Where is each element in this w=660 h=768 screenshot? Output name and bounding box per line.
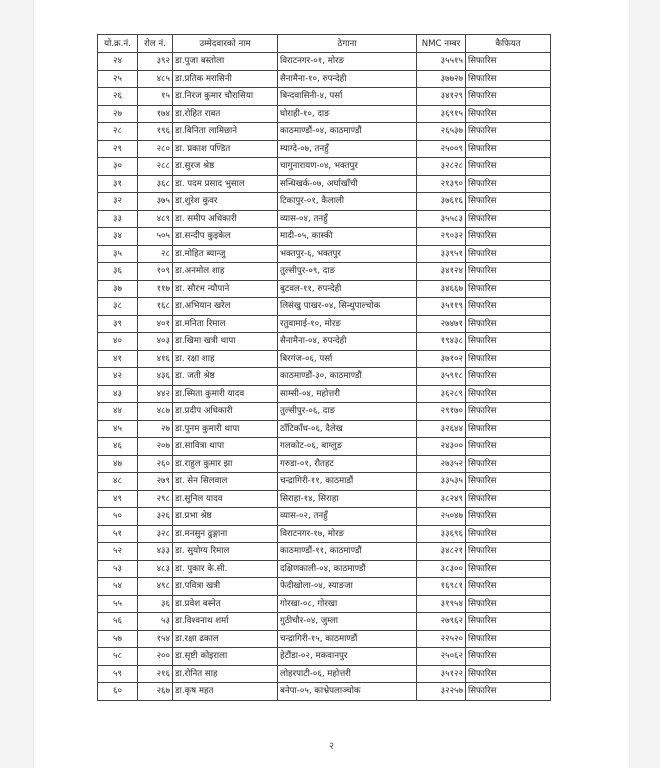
address-cell: काठमाण्डौं-११, काठमाण्डौं [278, 543, 417, 561]
remarks-cell: सिफारिस [466, 158, 551, 176]
address-cell: ठाँटिकाँध-०६, दैलेख [278, 420, 417, 438]
roll-number-cell: ३७५ [138, 193, 173, 211]
table-row [98, 683, 551, 701]
serial-number-cell: ४६ [98, 438, 138, 456]
remarks-cell: सिफारिस [466, 560, 551, 578]
address-cell: विराटनगर-०१, मोरङ [278, 53, 417, 71]
candidate-name-cell: डा. रक्षा शाह [173, 350, 278, 368]
remarks-cell: सिफारिस [466, 403, 551, 421]
remarks-cell: सिफारिस [466, 490, 551, 508]
address-cell: भक्तपुर-६, भक्तपुर [278, 245, 417, 263]
address-cell: सैनामैना-१०, रुपन्देही [278, 70, 417, 88]
roll-number-cell: २९८ [138, 490, 173, 508]
table-row [98, 123, 551, 141]
serial-number-cell: ३९ [98, 315, 138, 333]
candidate-name-cell: डा.रोनित साह [173, 665, 278, 683]
remarks-cell: सिफारिस [466, 53, 551, 71]
table-row [98, 70, 551, 88]
address-cell: काठमाण्डौं-०४, काठमाण्डौं [278, 123, 417, 141]
address-cell: विराटनगर-१७, मोरङ [278, 525, 417, 543]
header-remarks: कैफियत [466, 35, 551, 53]
address-cell: मादी-०५, कास्की [278, 228, 417, 246]
remarks-cell: सिफारिस [466, 175, 551, 193]
address-cell: व्यास-०४, तनहुँ [278, 210, 417, 228]
table-row [98, 490, 551, 508]
remarks-cell: सिफारिस [466, 543, 551, 561]
candidate-name-cell: डा. सुयोग्य रिमाल [173, 543, 278, 561]
remarks-cell: सिफारिस [466, 683, 551, 701]
remarks-cell: सिफारिस [466, 263, 551, 281]
header-address: ठेगाना [278, 35, 417, 53]
nmc-number-cell: ३८२४९ [417, 490, 466, 508]
serial-number-cell: ६० [98, 683, 138, 701]
roll-number-cell: ११७ [138, 280, 173, 298]
remarks-cell: सिफारिस [466, 193, 551, 211]
roll-number-cell: ४०१ [138, 315, 173, 333]
remarks-cell: सिफारिस [466, 525, 551, 543]
serial-number-cell: ५७ [98, 630, 138, 648]
remarks-cell: सिफारिस [466, 315, 551, 333]
roll-number-cell: २१६ [138, 665, 173, 683]
remarks-cell: सिफारिस [466, 508, 551, 526]
document-page [33, 0, 630, 768]
nmc-number-cell: ३४८२१ [417, 543, 466, 561]
roll-number-cell: १०९ [138, 263, 173, 281]
roll-number-cell: २८ [138, 245, 173, 263]
remarks-cell: सिफारिस [466, 368, 551, 386]
nmc-number-cell: ३२८२८ [417, 158, 466, 176]
table-row [98, 578, 551, 596]
table-row [98, 298, 551, 316]
nmc-number-cell: २१३९० [417, 175, 466, 193]
address-cell: बिन्दवासिनी-४, पर्सा [278, 88, 417, 106]
candidate-name-cell: डा.मनिता रिमाल [173, 315, 278, 333]
remarks-cell: सिफारिस [466, 88, 551, 106]
page-number: २ [328, 741, 335, 752]
roll-number-cell: २६० [138, 455, 173, 473]
roll-number-cell: ५३ [138, 613, 173, 631]
roll-number-cell: १६८ [138, 298, 173, 316]
address-cell: गुठीचौर-०४, जुम्ला [278, 613, 417, 631]
remarks-cell: सिफारिस [466, 140, 551, 158]
nmc-number-cell: ३१९५४ [417, 595, 466, 613]
serial-number-cell: ४५ [98, 420, 138, 438]
roll-number-cell: ४८५ [138, 70, 173, 88]
serial-number-cell: ५५ [98, 595, 138, 613]
nmc-number-cell: २९०३२ [417, 228, 466, 246]
serial-number-cell: ५६ [98, 613, 138, 631]
address-cell: घोराही-१०, दाङ [278, 105, 417, 123]
serial-number-cell: ४३ [98, 385, 138, 403]
address-cell: चन्द्रागिरी-११, काठमाडौं [278, 473, 417, 491]
roll-number-cell: ४८७ [138, 403, 173, 421]
roll-number-cell: ३६८ [138, 175, 173, 193]
candidate-name-cell: डा.विश्वनाथ शर्मा [173, 613, 278, 631]
roll-number-cell: ४३३ [138, 543, 173, 561]
remarks-cell: सिफारिस [466, 105, 551, 123]
remarks-cell: सिफारिस [466, 123, 551, 141]
roll-number-cell: ४१६ [138, 350, 173, 368]
address-cell: बनेपा-०५, काभ्रेपलाञ्चोक [278, 683, 417, 701]
candidate-name-cell: डा.रक्षा ढकाल [173, 630, 278, 648]
roll-number-cell: ३२८ [138, 525, 173, 543]
serial-number-cell: ५८ [98, 648, 138, 666]
candidate-name-cell: डा. सौरभ न्यौपाने [173, 280, 278, 298]
table-row [98, 53, 551, 71]
roll-number-cell: ५०५ [138, 228, 173, 246]
roll-number-cell: ३२६ [138, 508, 173, 526]
address-cell: सन्धिखर्क-०७, अर्घाखाँची [278, 175, 417, 193]
nmc-number-cell: ३८३०० [417, 560, 466, 578]
serial-number-cell: २७ [98, 105, 138, 123]
serial-number-cell: ४४ [98, 403, 138, 421]
table-row [98, 648, 551, 666]
serial-number-cell: ५४ [98, 578, 138, 596]
table-row [98, 333, 551, 351]
remarks-cell: सिफारिस [466, 210, 551, 228]
roll-number-cell: १५४ [138, 630, 173, 648]
nmc-number-cell: २५००९ [417, 140, 466, 158]
address-cell: गरुडा-०१, रौतहट [278, 455, 417, 473]
table-body [98, 53, 551, 701]
serial-number-cell: ४८ [98, 473, 138, 491]
table-row [98, 525, 551, 543]
address-cell: तुल्सीपुर-०६, दाङ [278, 403, 417, 421]
roll-number-cell: २६७ [138, 683, 173, 701]
remarks-cell: सिफारिस [466, 245, 551, 263]
nmc-number-cell: २४३०० [417, 438, 466, 456]
nmc-number-cell: १९४३८ [417, 333, 466, 351]
nmc-number-cell: ३७१०२ [417, 350, 466, 368]
address-cell: व्यास-०२, तनहुँ [278, 508, 417, 526]
serial-number-cell: २५ [98, 70, 138, 88]
address-cell: साम्सी-०४, महोत्तरी [278, 385, 417, 403]
candidate-name-cell: डा. पदम प्रसाद भुसाल [173, 175, 278, 193]
address-cell: चागुनारायण-०४, भक्तपुर [278, 158, 417, 176]
address-cell: रतुवामाई-१०, मोरङ [278, 315, 417, 333]
nmc-number-cell: २७३५२ [417, 455, 466, 473]
candidate-name-cell: डा.सृष्टी कोइराला [173, 648, 278, 666]
nmc-number-cell: २९१७० [417, 403, 466, 421]
remarks-cell: सिफारिस [466, 578, 551, 596]
nmc-number-cell: ३४६६७ [417, 280, 466, 298]
remarks-cell: सिफारिस [466, 473, 551, 491]
roll-number-cell: ४८३ [138, 560, 173, 578]
remarks-cell: सिफारिस [466, 665, 551, 683]
serial-number-cell: ४१ [98, 350, 138, 368]
nmc-number-cell: २७९६२ [417, 613, 466, 631]
table-row [98, 105, 551, 123]
roll-number-cell: ४०३ [138, 333, 173, 351]
serial-number-cell: ५२ [98, 543, 138, 561]
nmc-number-cell: ३४१२९ [417, 88, 466, 106]
table-row [98, 420, 551, 438]
remarks-cell: सिफारिस [466, 613, 551, 631]
nmc-number-cell: ३५१२२ [417, 665, 466, 683]
candidate-name-cell: डा.प्रदीप अधिकारी [173, 403, 278, 421]
address-cell: फेदीखोला-०४, स्याङजा [278, 578, 417, 596]
nmc-number-cell: ३२६४४ [417, 420, 466, 438]
serial-number-cell: ४७ [98, 455, 138, 473]
serial-number-cell: २८ [98, 123, 138, 141]
roll-number-cell: २०७ [138, 438, 173, 456]
candidate-name-cell: डा.सावित्रा थापा [173, 438, 278, 456]
roll-number-cell: ४८९ [138, 210, 173, 228]
nmc-number-cell: ३५५८३ [417, 210, 466, 228]
table-row [98, 438, 551, 456]
nmc-number-cell: ३४१२४ [417, 263, 466, 281]
candidate-name-cell: डा.मोहित ब्यान्जु [173, 245, 278, 263]
serial-number-cell: ५९ [98, 665, 138, 683]
nmc-number-cell: ३७७२७ [417, 70, 466, 88]
nmc-number-cell: ३३५३५ [417, 473, 466, 491]
address-cell: लोहरपाटी-०६, महोत्तरी [278, 665, 417, 683]
table-row [98, 508, 551, 526]
nmc-number-cell: २२५२० [417, 630, 466, 648]
roll-number-cell: १७४ [138, 105, 173, 123]
candidate-name-cell: डा.पुजा बस्तोला [173, 53, 278, 71]
table-row [98, 280, 551, 298]
candidate-name-cell: डा.रोहित राबत [173, 105, 278, 123]
remarks-cell: सिफारिस [466, 280, 551, 298]
address-cell: म्याग्दे-०७, तनहुँ [278, 140, 417, 158]
candidate-name-cell: डा.बिनिता लामिछाने [173, 123, 278, 141]
serial-number-cell: ३७ [98, 280, 138, 298]
candidate-name-cell: डा.प्रतिक मरासिनी [173, 70, 278, 88]
serial-number-cell: ३० [98, 158, 138, 176]
candidate-name-cell: डा.प्रवेश बस्नेत [173, 595, 278, 613]
roll-number-cell: २८८ [138, 158, 173, 176]
candidate-name-cell: डा.प्रभा श्रेष्ठ [173, 508, 278, 526]
candidate-name-cell: डा.अनमोल शाह [173, 263, 278, 281]
table-row [98, 613, 551, 631]
roll-number-cell: १५ [138, 88, 173, 106]
address-cell: गलकोट-०६, बाग्लुङ [278, 438, 417, 456]
table-row [98, 403, 551, 421]
candidate-name-cell: डा.खिमा खत्री थापा [173, 333, 278, 351]
candidate-name-cell: डा.पुनम कुमारी थापा [173, 420, 278, 438]
serial-number-cell: २६ [98, 88, 138, 106]
nmc-number-cell: ३७६१६ [417, 193, 466, 211]
candidate-name-cell: डा.मनसुन ढुङ्गाना [173, 525, 278, 543]
roll-number-cell: २०० [138, 648, 173, 666]
candidate-name-cell: डा.सुनिल यादव [173, 490, 278, 508]
serial-number-cell: ३६ [98, 263, 138, 281]
candidate-name-cell: डा.पवित्रा खत्री [173, 578, 278, 596]
serial-number-cell: ३५ [98, 245, 138, 263]
table-row [98, 245, 551, 263]
remarks-cell: सिफारिस [466, 630, 551, 648]
address-cell: काठमाण्डौं-३०, काठमाण्डौं [278, 368, 417, 386]
table-row [98, 350, 551, 368]
table-row [98, 210, 551, 228]
nmc-number-cell: ३६२८९ [417, 385, 466, 403]
address-cell: गोरखा-०८, गोरखा [278, 595, 417, 613]
candidate-name-cell: डा. प्रकाश पण्डित [173, 140, 278, 158]
remarks-cell: सिफारिस [466, 455, 551, 473]
serial-number-cell: ५३ [98, 560, 138, 578]
remarks-cell: सिफारिस [466, 298, 551, 316]
address-cell: टिकापुर-०१, कैलाली [278, 193, 417, 211]
remarks-cell: सिफारिस [466, 228, 551, 246]
remarks-cell: सिफारिस [466, 648, 551, 666]
nmc-number-cell: ३५११९ [417, 298, 466, 316]
table-row [98, 665, 551, 683]
table-row [98, 158, 551, 176]
nmc-number-cell: ३२२५७ [417, 683, 466, 701]
table-row [98, 368, 551, 386]
table-row [98, 315, 551, 333]
header-nmc-number: NMC नम्बर [417, 35, 466, 53]
remarks-cell: सिफारिस [466, 385, 551, 403]
serial-number-cell: २९ [98, 140, 138, 158]
address-cell: सिराहा-१४, सिराहा [278, 490, 417, 508]
table-row [98, 140, 551, 158]
nmc-number-cell: ३३९५१ [417, 245, 466, 263]
table-row [98, 228, 551, 246]
candidate-name-cell: डा.शुरेश कुवर [173, 193, 278, 211]
candidate-recommendation-table [97, 34, 551, 701]
table-row [98, 473, 551, 491]
table-row [98, 630, 551, 648]
serial-number-cell: ५१ [98, 525, 138, 543]
table-row [98, 175, 551, 193]
table-row [98, 455, 551, 473]
serial-number-cell: ४९ [98, 490, 138, 508]
candidate-name-cell: डा. समीप अधिकारी [173, 210, 278, 228]
roll-number-cell: २८० [138, 140, 173, 158]
address-cell: दक्षिणकाली-०४, काठमाण्डौं [278, 560, 417, 578]
serial-number-cell: ४० [98, 333, 138, 351]
nmc-number-cell: २५०६२ [417, 648, 466, 666]
candidate-name-cell: डा.निरज कुमार चौरासिया [173, 88, 278, 106]
address-cell: बिरगंज-०६, पर्सा [278, 350, 417, 368]
header-serial-number: यो.क्र.नं. [98, 35, 138, 53]
roll-number-cell: ३९२ [138, 53, 173, 71]
nmc-number-cell: ३५५१५ [417, 53, 466, 71]
serial-number-cell: ४२ [98, 368, 138, 386]
address-cell: बुटवल-११, रुपन्देही [278, 280, 417, 298]
serial-number-cell: ५० [98, 508, 138, 526]
roll-number-cell: ४३६ [138, 368, 173, 386]
nmc-number-cell: १६९८१ [417, 578, 466, 596]
table-header-row [98, 35, 551, 53]
nmc-number-cell: २५०४७ [417, 508, 466, 526]
address-cell: हेटौंडा-०२, मकवानपुर [278, 648, 417, 666]
nmc-number-cell: २६५३७ [417, 123, 466, 141]
serial-number-cell: ३३ [98, 210, 138, 228]
table-row [98, 263, 551, 281]
roll-number-cell: २७९ [138, 473, 173, 491]
roll-number-cell: २७ [138, 420, 173, 438]
roll-number-cell: ३६ [138, 595, 173, 613]
serial-number-cell: ३४ [98, 228, 138, 246]
candidate-name-cell: डा. पुकार के.सी. [173, 560, 278, 578]
remarks-cell: सिफारिस [466, 438, 551, 456]
nmc-number-cell: ३३६९६ [417, 525, 466, 543]
serial-number-cell: ३२ [98, 193, 138, 211]
candidate-name-cell: डा.सुरज श्रेष्ठ [173, 158, 278, 176]
candidate-name-cell: डा.अभियान खरेल [173, 298, 278, 316]
nmc-number-cell: ३६९१५ [417, 105, 466, 123]
address-cell: सैनामैना-०४, रुपन्देही [278, 333, 417, 351]
address-cell: तुल्सीपुर-०९, दाङ [278, 263, 417, 281]
candidate-name-cell: डा.स्मिता कुमारी यादव [173, 385, 278, 403]
table-row [98, 560, 551, 578]
roll-number-cell: १९६ [138, 123, 173, 141]
table-row [98, 193, 551, 211]
remarks-cell: सिफारिस [466, 420, 551, 438]
remarks-cell: सिफारिस [466, 350, 551, 368]
candidate-name-cell: डा. सेन सिलवाल [173, 473, 278, 491]
candidate-name-cell: डा.कृष महत [173, 683, 278, 701]
candidate-name-cell: डा.सन्दीप कुइकेल [173, 228, 278, 246]
roll-number-cell: ४४२ [138, 385, 173, 403]
table-row [98, 88, 551, 106]
address-cell: चन्द्रागिरी-१५, काठमाण्डौं [278, 630, 417, 648]
table-row [98, 385, 551, 403]
nmc-number-cell: ३५९१८ [417, 368, 466, 386]
header-candidate-name: उम्मेदवारको नाम [173, 35, 278, 53]
remarks-cell: सिफारिस [466, 595, 551, 613]
serial-number-cell: ३८ [98, 298, 138, 316]
header-roll-number: रोल नं. [138, 35, 173, 53]
table-row [98, 543, 551, 561]
remarks-cell: सिफारिस [466, 70, 551, 88]
candidate-name-cell: डा. जती श्रेष्ठ [173, 368, 278, 386]
serial-number-cell: ३१ [98, 175, 138, 193]
serial-number-cell: २४ [98, 53, 138, 71]
candidate-name-cell: डा.राहुल कुमार झा [173, 455, 278, 473]
roll-number-cell: ४९८ [138, 578, 173, 596]
table-row [98, 595, 551, 613]
address-cell: लिसंखु पाखर-०४, सिन्धुपाल्चोक [278, 298, 417, 316]
remarks-cell: सिफारिस [466, 333, 551, 351]
nmc-number-cell: २७४७१ [417, 315, 466, 333]
